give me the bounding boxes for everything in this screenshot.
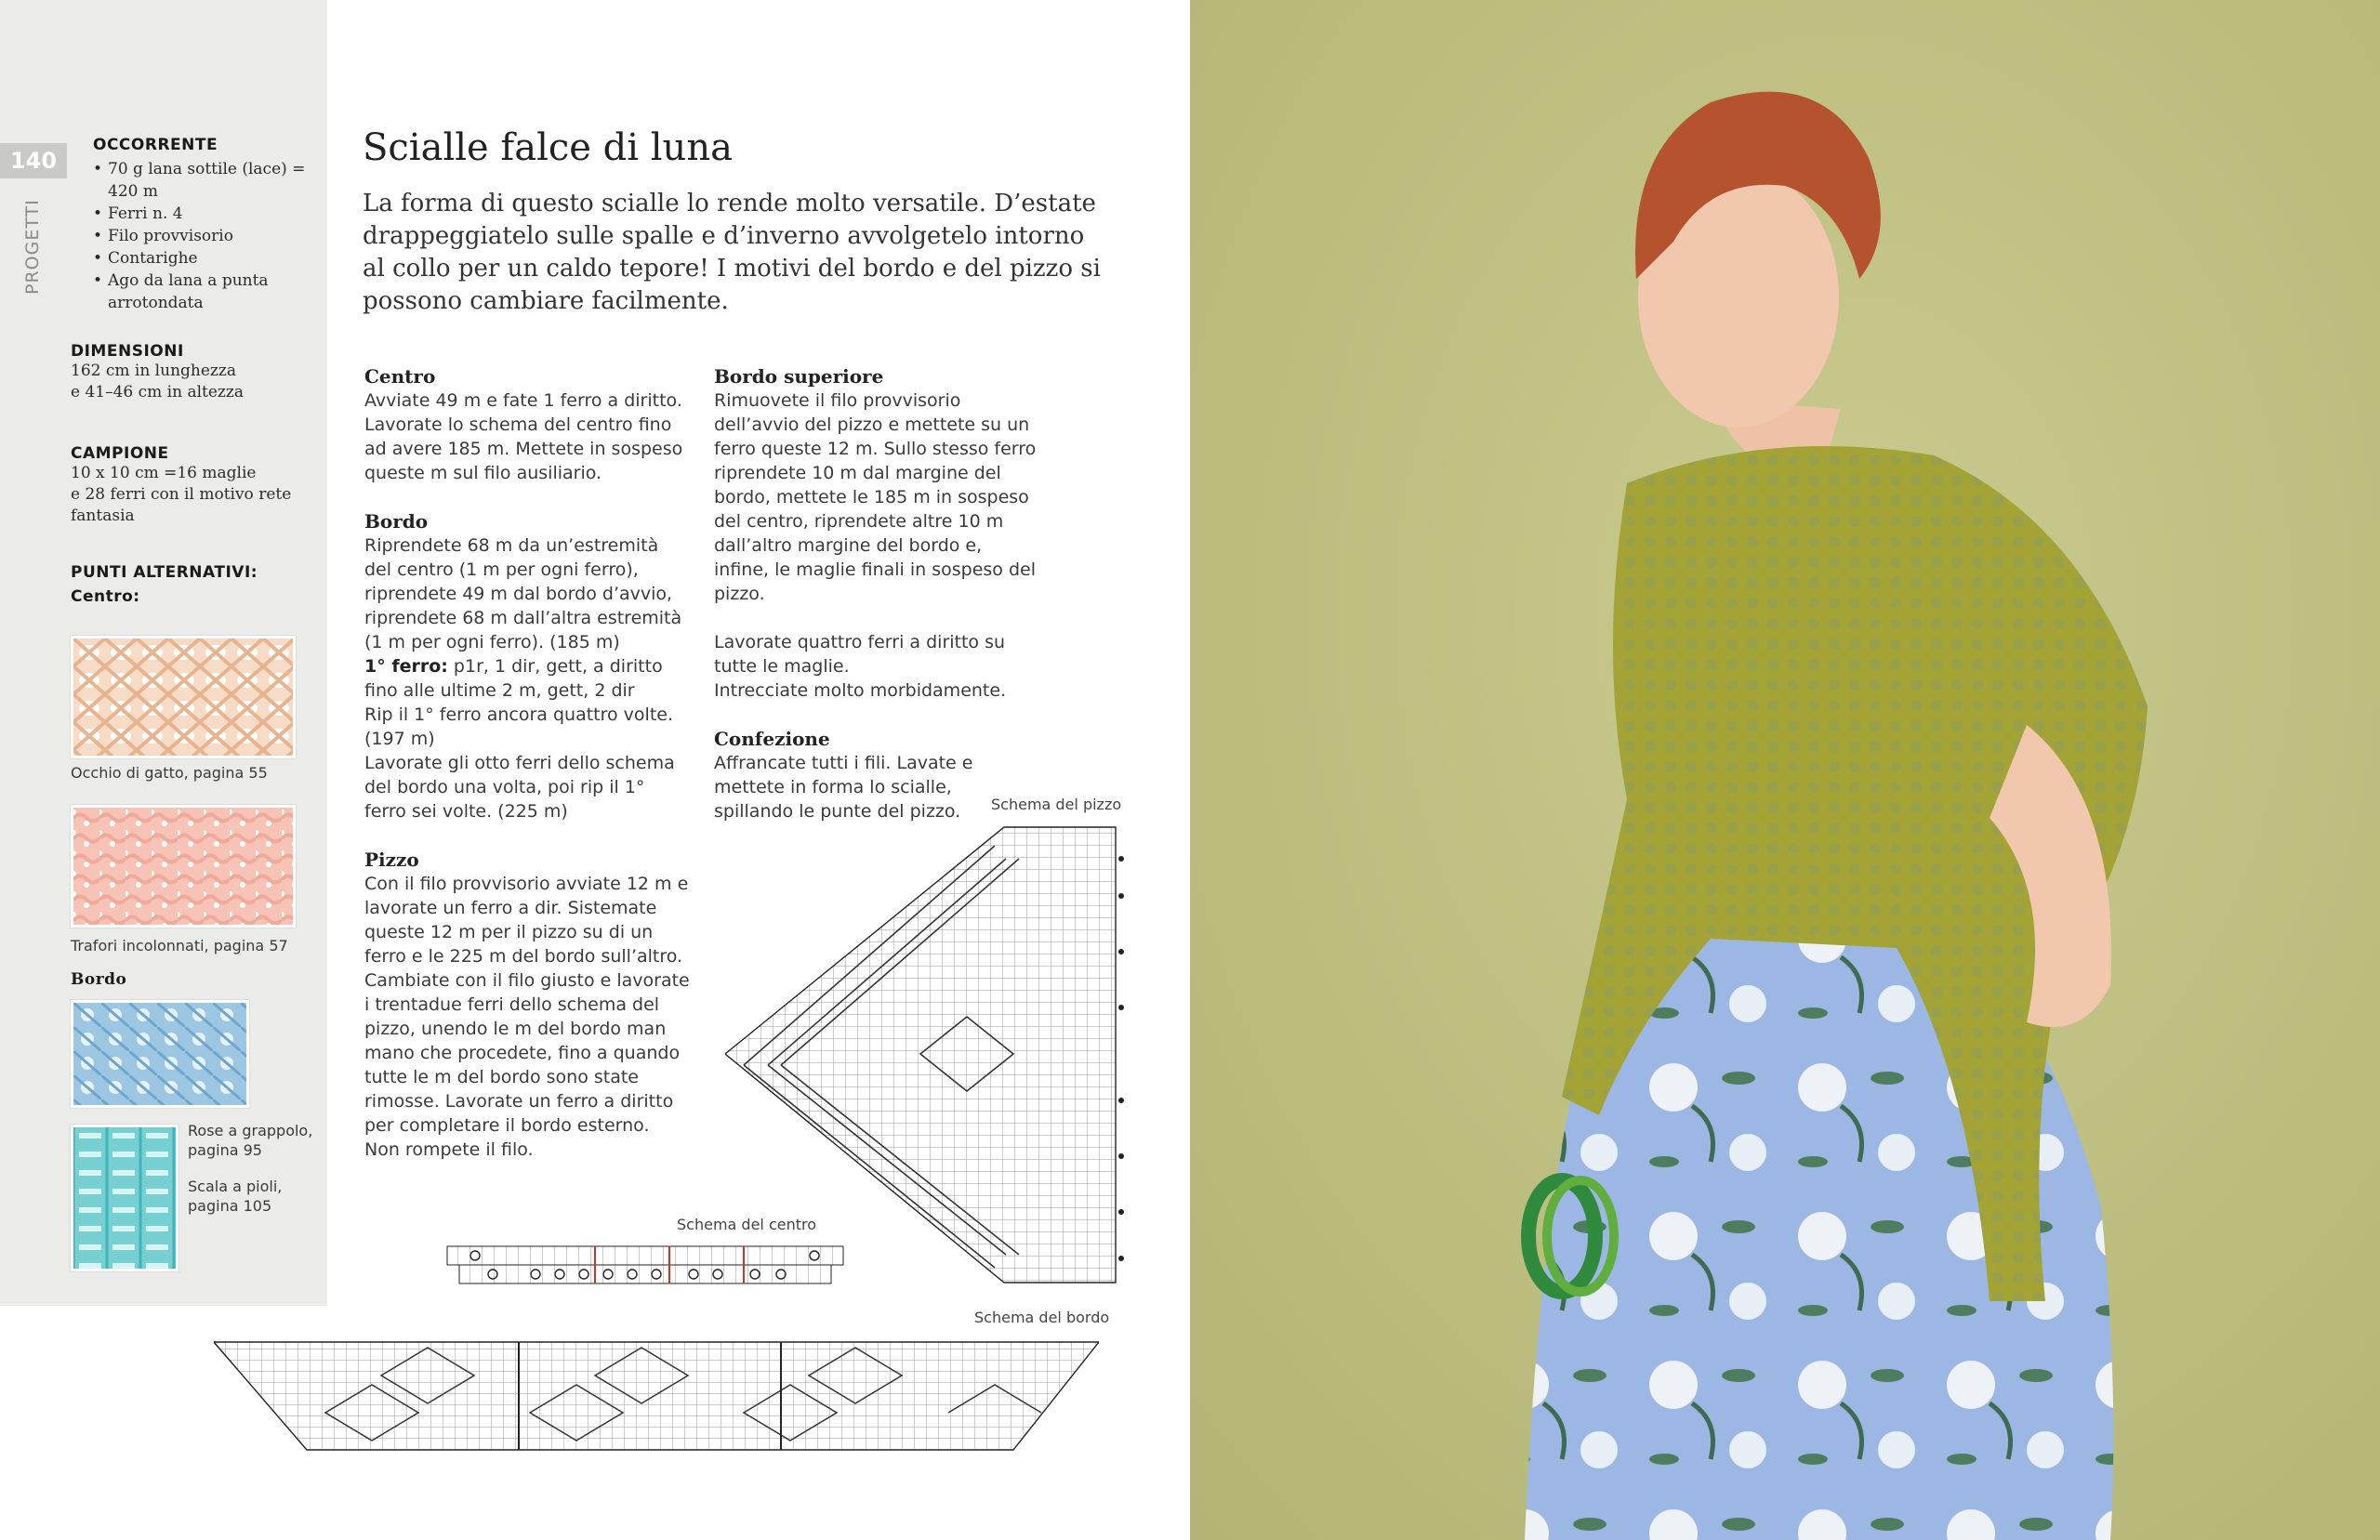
occorrente-list [93, 158, 316, 314]
swatch-caption: Rose a grappolo, pagina 95 [188, 1122, 313, 1159]
centro-chart-caption: Schema del centro [677, 1216, 817, 1233]
dimensioni-block [71, 342, 322, 403]
swatch-trafori-incolonnati [71, 805, 296, 928]
bordo-ferro-label: 1° ferro: [364, 656, 448, 677]
campione-line: e 28 ferri con il motivo rete [71, 485, 292, 504]
confezione-text: Affrancate tutti i fili. Lavate e mettete in forma lo scialle, spillando le punte del pizzo. [714, 753, 973, 822]
campione-line: 10 x 10 cm =16 maglie [71, 464, 257, 482]
bordo-superiore-heading: Bordo superiore [714, 365, 884, 388]
pizzo-heading: Pizzo [364, 849, 419, 871]
dimensioni-heading: DIMENSIONI [71, 342, 184, 361]
campione-heading: CAMPIONE [71, 444, 169, 463]
centro-heading: Centro [364, 365, 436, 388]
centro-chart [446, 1245, 844, 1284]
page-title: Scialle falce di luna [363, 126, 733, 169]
bordo-label: Bordo [71, 970, 127, 989]
occorrente-item: • 70 g lana sottile (lace) = 420 m [93, 158, 316, 203]
bordo-heading: Bordo [364, 510, 429, 533]
bordo-superiore-text: Rimuovete il filo provvisorio dell’avvio del pizzo e mettete su un ferro queste 12 m. Sullo stesso ferro riprendete 10 m dal margine del bordo, mettete le 185 m in sospeso del centro, riprendete altre 10 m dall’altro margine del bordo e, infine, le maglie finali in sospeso del pizzo. [714, 390, 1037, 604]
occorrente-item: • Ago da lana a punta arrotondata [93, 270, 316, 314]
bordo-superiore-text: Lavorate quattro ferri a diritto su tutte le maglie. [714, 632, 1006, 677]
bordo-chart [214, 1338, 1099, 1454]
bordo-text: Rip il 1° ferro ancora quattro volte. (197 m) [364, 704, 673, 749]
alternativi-block [71, 563, 322, 606]
pizzo-chart [725, 822, 1134, 1288]
bordo-ferro-text: p1r, 1 dir, gett, a diritto fino alle ultime 2 m, gett, 2 dir [364, 656, 663, 701]
swatch-caption: Trafori incolonnati, pagina 57 [71, 937, 288, 954]
swatch-occhio-di-gatto [71, 636, 296, 758]
pizzo-text: Con il filo provvisorio avviate 12 m e lavorate un ferro a dir. Sistemate queste 12 m per il pizzo su di un ferro e le 225 m del bordo sull’altro. Cambiate con il filo giusto e lavorate i trentadue ferri dello schema del pizzo, unendo le m del bordo man mano che procedete, fino a quando tutte le m del bordo sono state rimosse. Lavorate un ferro a diritto per completare il bordo esterno. Non rompete il filo. [364, 874, 690, 1160]
swatch-rose-a-grappolo [71, 1000, 249, 1108]
intro-text: La forma di questo scialle lo rende molto versatile. D’estate drappeggiatelo sulle spalle e d’inverno avvolgetelo intorno al collo per un caldo tepore! I motivi del bordo e del pizzo si possono cambiare facilmente. [363, 190, 1101, 315]
bordo-chart-caption: Schema del bordo [974, 1309, 1110, 1326]
alternativi-heading: PUNTI ALTERNATIVI: [71, 563, 258, 582]
instructions-column-right [714, 364, 1039, 823]
instructions-column-left [364, 364, 690, 1162]
section-label [19, 200, 46, 302]
occorrente-item: • Ferri n. 4 [93, 203, 316, 225]
occorrente-heading: OCCORRENTE [93, 136, 218, 154]
bordo-text: Riprendete 68 m da un’estremità del centro (1 m per ogni ferro), riprendete 49 m dal bordo d’avvio, riprendete 68 m dall’altra estremità (1 m per ogni ferro). (185 m) [364, 535, 682, 652]
swatch-caption: Occhio di gatto, pagina 55 [71, 764, 268, 782]
confezione-heading: Confezione [714, 728, 830, 750]
section-label-text: PROGETTI [22, 199, 43, 295]
bordo-text: Lavorate gli otto ferri dello schema del bordo una volta, poi rip il 1° ferro sei volte. (225 m) [364, 753, 675, 822]
page-number: 140 [0, 143, 67, 178]
dimensioni-line: e 41–46 cm in altezza [71, 383, 244, 401]
occorrente-item: • Contarighe [93, 247, 316, 270]
campione-line: fantasia [71, 507, 135, 525]
occorrente-item: • Filo provvisorio [93, 225, 316, 247]
swatch-scala-a-pioli [71, 1125, 178, 1271]
bordo-superiore-text: Intrecciate molto morbidamente. [714, 680, 1007, 701]
bordo-ferro-line [364, 654, 690, 703]
pizzo-chart-caption: Schema del pizzo [991, 796, 1122, 813]
campione-block [71, 444, 322, 527]
swatch-caption: Scala a pioli, pagina 105 [188, 1178, 283, 1215]
shawl-photo [1190, 0, 2380, 1540]
occorrente-block [93, 136, 316, 314]
dimensioni-line: 162 cm in lunghezza [71, 362, 236, 380]
centro-text: Avviate 49 m e fate 1 ferro a diritto. Lavorate lo schema del centro fino ad avere 185 m. Mettete in sospeso queste m sul filo ausiliario. [364, 390, 683, 483]
centro-label: Centro: [71, 587, 140, 606]
